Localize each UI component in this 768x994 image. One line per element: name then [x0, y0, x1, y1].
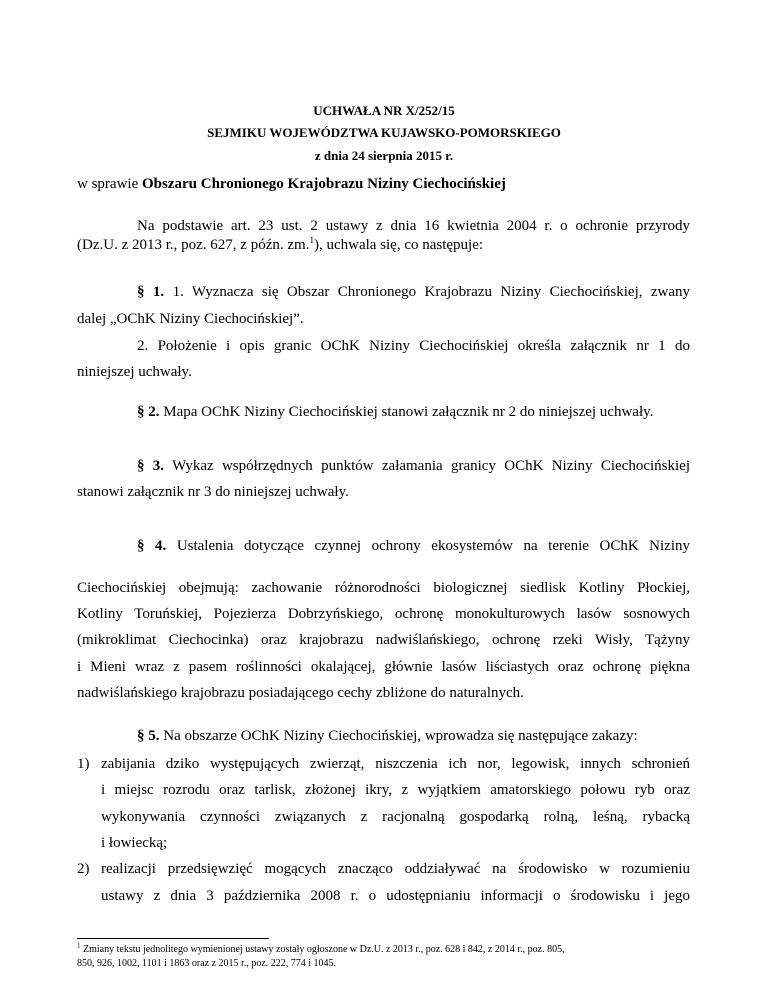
par4-line-5: i Mieni wraz z pasem roślinności okalającej, głównie lasów liściastych oraz ochronę pięknа	[77, 659, 690, 675]
par3-line-2: stanowi załącznik nr 3 do niniejszej uchwały.	[77, 484, 349, 500]
preamble-line-1: Na podstawie art. 23 ust. 2 ustawy z dnia 16 kwietnia 2004 r. o ochronie przyrody	[137, 218, 690, 234]
footnote-mark: 1	[77, 941, 81, 950]
par1-line-4: niniejszej uchwały.	[77, 364, 192, 380]
par4-line-6: nadwiślańskiego krajobrazu posiadającego cechy zbliżone do naturalnych.	[77, 685, 524, 701]
par4-line-1: § 4. Ustalenia dotyczące czynnej ochrony ekosystemów na terenie OChK Niziny	[137, 538, 691, 554]
item1-line-1: zabijania dziko występujących zwierząt, niszczenia ich nor, legowisk, innych schronień	[101, 756, 690, 772]
item1-line-3: wykonywania czynności związanych z racjonalną gospodarką rolną, leśną, rybacką	[101, 809, 690, 825]
item1-line-2: i miejsc rozrodu oraz tarlisk, złożonej ikry, z wyjątkiem amatorskiego połowu ryb oraz	[101, 782, 690, 798]
footnote-line-1: $^1$ Zmiany tekstu jednolitego wymienionej ustawy zostały ogłoszone w Dz.U. z 2013 r., poz. 628 i 842, z 2014 r., poz. 805,	[77, 941, 565, 955]
footnote-reference: 1	[309, 235, 314, 245]
par2-text: § 2. Mapa OChK Niziny Ciechocińskiej stanowi załącznik nr 2 do niniejszej uchwały.	[137, 404, 654, 420]
issuer-name: SEJMIKU WOJEWÓDZTWA KUJAWSKO-POMORSKIEGO	[207, 125, 561, 140]
par1-line-1: § 1. 1. Wyznacza się Obszar Chronionego Krajobrazu Niziny Ciechocińskiej, zwany	[137, 284, 691, 300]
par4-line-4: (mikroklimat Ciechocinka) oraz krajobrazu nadwiślańskiego, ochronę rzeki Wisły, Tążyny	[77, 632, 690, 648]
item2-number: 2)	[77, 861, 90, 877]
resolution-title: UCHWAŁA NR X/252/15	[313, 103, 455, 118]
par4-line-3: Kotliny Toruńskiej, Pojezierza Dobrzyńskiego, ochronę monokulturowych lasów sosnowych	[77, 606, 690, 622]
par1-line-2: dalej „OChK Niziny Ciechocińskiej”.	[77, 311, 304, 327]
item1-line-4: i łowiecką;	[101, 835, 168, 851]
preamble-line-2: (Dz.U. z 2013 r., poz. 627, z późn. zm.$^1$), uchwala się, co następuje:	[77, 235, 484, 253]
par1-label: § 1.	[137, 284, 165, 300]
subject-line	[77, 176, 506, 193]
par1-line-3: 2. Położenie i opis granic OChK Niziny Ciechocińskiej określa załącznik nr 1 do	[137, 338, 690, 354]
par3-line-1: § 3. Wykaz współrzędnych punktów załamania granicy OChK Niziny Ciechocińskiej	[137, 458, 690, 474]
item1-number: 1)	[77, 756, 90, 772]
resolution-date: z dnia 24 sierpnia 2015 r.	[314, 148, 454, 163]
par5-label: § 5.	[137, 728, 160, 744]
par4-label: § 4.	[137, 538, 167, 554]
subject-prefix: w sprawie	[77, 176, 142, 192]
par4-line-2: Ciechocińskiej obejmują: zachowanie różnorodności biologicznej siedlisk Kotliny Płockiej,	[77, 580, 690, 596]
item2-line-1: realizacji przedsięwzięć mogących znacząco oddziaływać na środowisko w rozumieniu	[101, 861, 690, 877]
par2-label: § 2.	[137, 404, 160, 420]
par5-intro: § 5. Na obszarze OChK Niziny Ciechocińskiej, wprowadza się następujące zakazy:	[137, 728, 638, 744]
footnote-separator	[77, 938, 269, 939]
subject-name: Obszaru Chronionego Krajobrazu Niziny Ciechocińskiej	[141, 176, 506, 192]
par3-label: § 3.	[137, 458, 165, 474]
footnote-line-2: 850, 926, 1002, 1101 i 1863 oraz z 2015 r., poz. 222, 774 i 1045.	[77, 958, 337, 969]
item2-line-2: ustawy z dnia 3 października 2008 r. o udostępnianiu informacji o środowisku i jego	[101, 888, 690, 904]
